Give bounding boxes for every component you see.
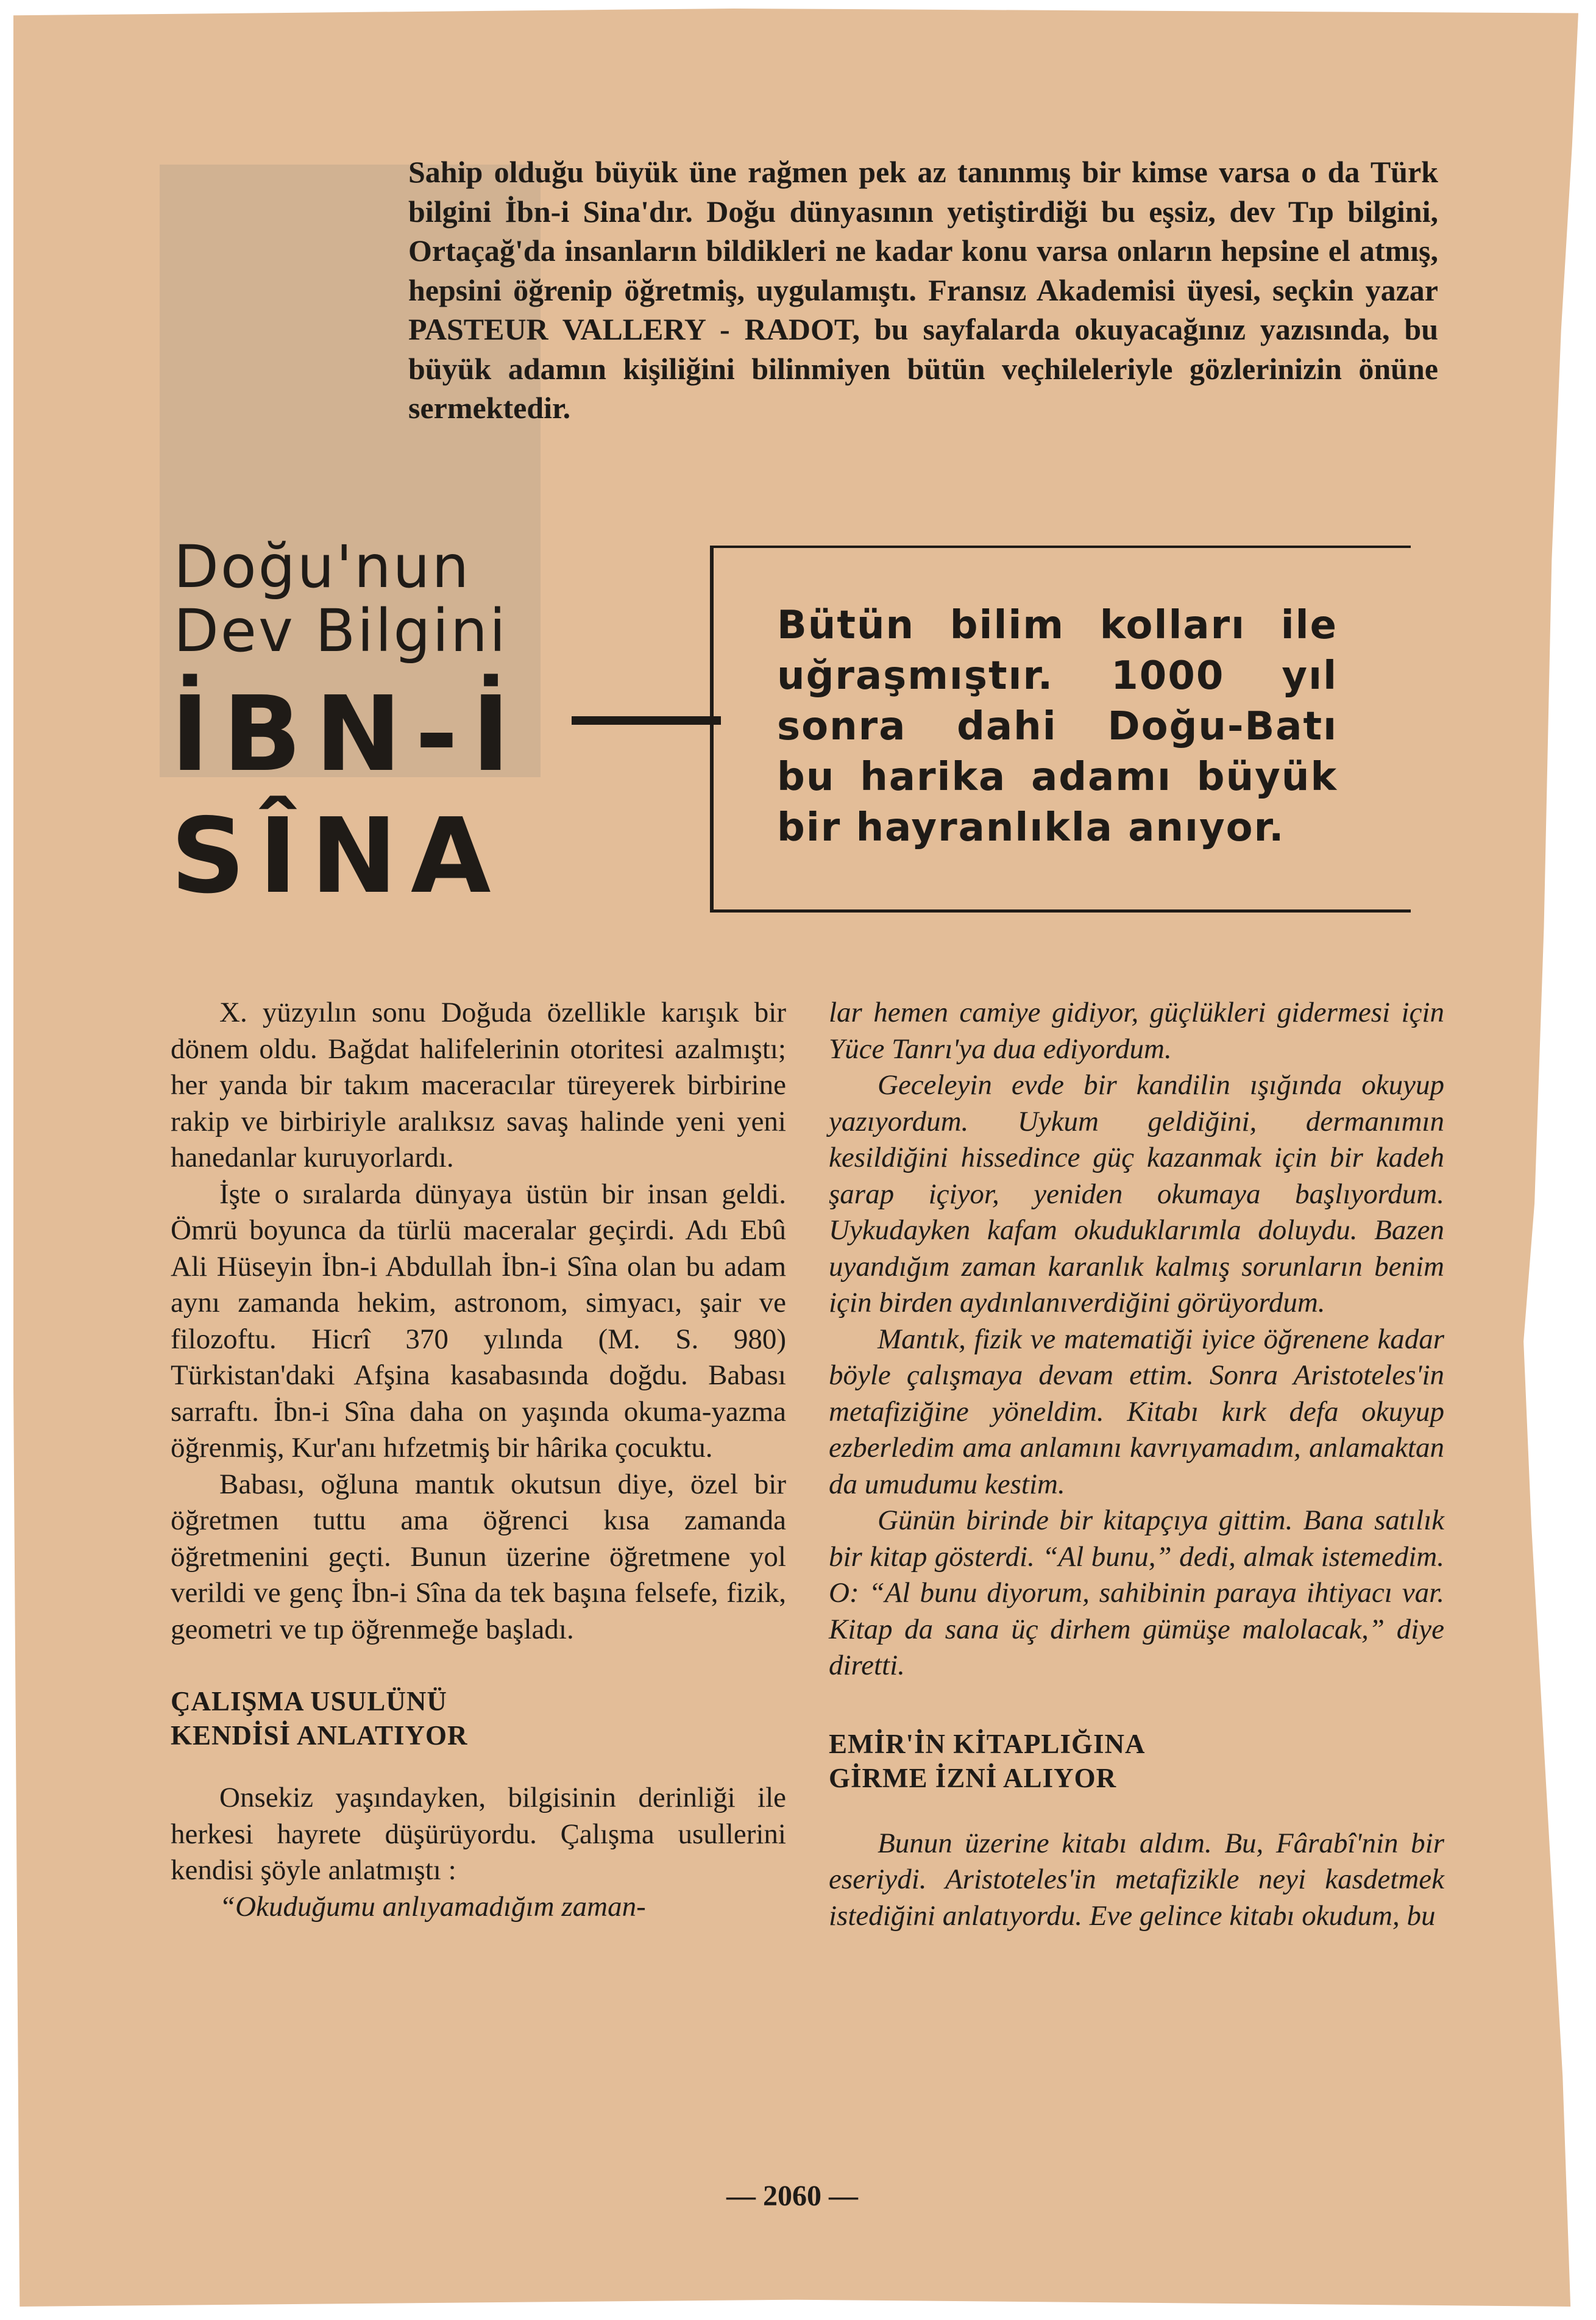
callout-left-rule [710,546,714,911]
callout-text: Bütün bilim kolları ile uğraşmıştır. 1000 yıl sonra dahi Doğu-Batı bu harika adamı büyük bir hayranlıkla anıyor. [777,603,1338,850]
right-section-heading: EMİR'İN KİTAPLIĞINA GİRME İZNİ ALIYOR [829,1728,1144,1793]
connector-line [572,716,721,725]
right-paragraph-5: Bunun üzerine kitabı aldım. Bu, Fârabî'nin bir eseriydi. Aristoteles'in metafizikle neyi kasdetmek istediğini anlatıyordu. Eve gelince kitabı okudum, bu [829,1827,1444,1932]
headline-name-2: SÎNA [171,796,505,917]
page-number: — 2060 — [726,2180,858,2212]
left-paragraph-1: X. yüzyılın sonu Doğuda özellikle karışık bir dönem oldu. Bağdat halifelerinin otoritesi azalmıştı; her yanda bir takım maceracılar türeyerek birbirine rakip ve birbiriyle aralıksız savaş halinde yeni yeni hanedanlar kuruyorlardı. [171,997,786,1173]
right-column [829,995,1444,1934]
left-paragraph-2: İşte o sıralarda dünyaya üstün bir insan geldi. Ömrü boyunca da türlü maceralar geçirdi. Adı Ebû Ali Hüseyin İbn-i Abdullah İbn-i Sîna olan bu adam aynı zamanda hekim, astronom, simyacı, şair ve filozoftu. Hicrî 370 yılında (M. S. 980) Türkistan'daki Afşina kasabasında doğdu. Babası sarraftı. İbn-i Sîna daha on yaşında okuma-yazma öğrenmiş, Kur'anı hıfzetmiş bir hârika çocuktu. [171,1178,786,1464]
intro-paragraph: Sahip olduğu büyük üne rağmen pek az tanınmış bir kimse varsa o da Türk bilgini İbn-i Sina'dır. Doğu dünyasının yetiştirdiği bu eşsiz, dev Tıp bilgini, Ortaçağ'da insanların bildikleri ne kadar konu varsa onların hepsine el atmış, hepsini öğrenip öğretmiş, uygulamıştı. Fransız Akademisi üyesi, seçkin yazar PASTEUR VALLERY - RADOT, bu sayfalarda okuyacağınız yazısında, bu büyük adamın kişiliğini bilinmiyen bütün veçhileleriyle gözlerinizin önüne sermektedir. [408,155,1438,425]
left-column [171,995,786,1925]
right-paragraph-3: Mantık, fizik ve matematiği iyice öğrenene kadar böyle çalışmaya devam ettim. Sonra Aristoteles'in metafiziğine yöneldim. Kitabı kırk defa okuyup ezberledim ama anlamını kavrıyamadım, anlamaktan da umudumu kestim. [829,1323,1444,1500]
left-paragraph-5: “Okuduğumu anlıyamadığım zaman- [219,1890,646,1923]
left-paragraph-4: Onsekiz yaşındayken, bilgisinin derinliği ile herkesi hayrete düşürüyordu. Çalışma usullerini kendisi şöyle anlatmıştı : [171,1782,786,1886]
headline-name-1: İBN-İ [171,674,523,795]
headline-line-2: Dev Bilgini [174,597,508,665]
callout-bottom-rule [710,909,1411,913]
right-paragraph-2: Geceleyin evde bir kandilin ışığında okuyup yazıyordum. Uykum geldiğini, dermanımın kesildiğini hissedince güç kazanmak için bir kadeh şarap içiyor, yeniden okumaya başlıyordum. Uykudayken kafam okuduklarımla doluydu. Bazen uyandığım zaman karanlık kalmış sorunların benim için birden aydınlanıverdiğini görüyordum. [829,1069,1444,1318]
left-section-heading: ÇALIŞMA USULÜNÜ KENDİSİ ANLATIYOR [171,1686,468,1751]
callout-top-rule [710,546,1411,548]
left-paragraph-3: Babası, oğluna mantık okutsun diye, özel bir öğretmen tuttu ama öğrenci kısa zamanda öğretmenini geçti. Bunun üzerine öğretmene yol verildi ve genç İbn-i Sîna da tek başına felsefe, fizik, geometri ve tıp öğrenmeğe başladı. [171,1468,786,1645]
headline-line-1: Doğu'nun [174,533,471,601]
right-paragraph-4: Günün birinde bir kitapçıya gittim. Bana satılık bir kitap gösterdi. “Al bunu,” dedi, almak istemedim. O: “Al bunu diyorum, sahibinin paraya ihtiyacı var. Kitap da sana üç dirhem gümüşe malolacak,” diye diretti. [829,1504,1444,1681]
right-paragraph-1: lar hemen camiye gidiyor, güçlükleri gidermesi için Yüce Tanrı'ya dua ediyordum. [829,997,1444,1065]
